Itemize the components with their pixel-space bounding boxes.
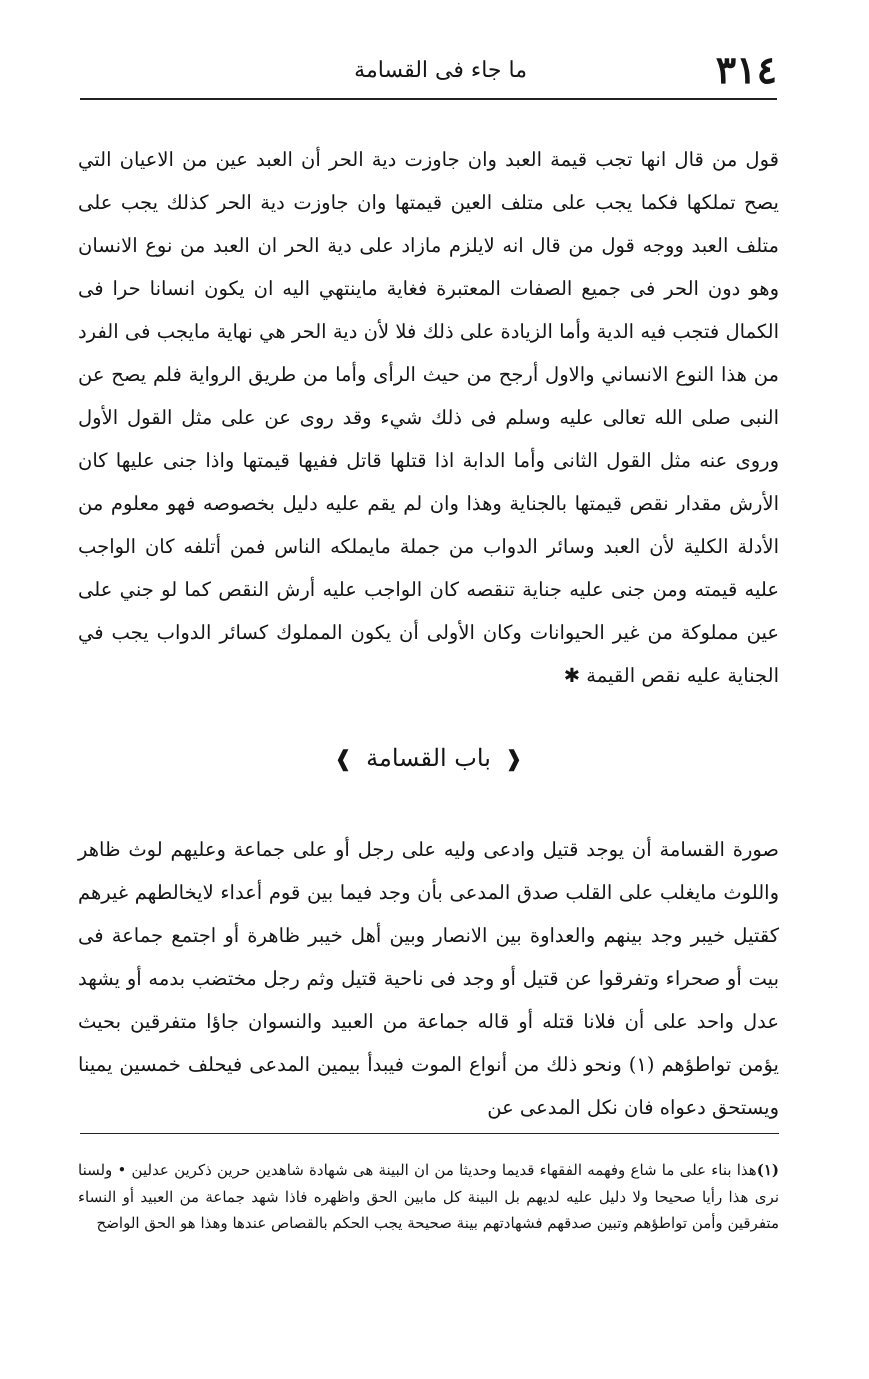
page-number: ٣١٤ [715,47,777,92]
running-title: ما جاء فى القسامة [354,58,527,83]
section-heading [78,736,779,782]
footnote-text: هذا بناء على ما شاع وفهمه الفقهاء قديما وحديثا من ان البينة هى شهادة شاهدين حرين ذكرين عدلين • ولسنا نرى هذا رأيا صحيحا ولا دليل عليه لديهم بل البينة كل مابين الحق واظهره فاذا شهد جماعة من العبيد أو النساء متفرقين وأمن تواطؤهم وتبين صدقهم فشهادتهم بينة صحيحة يجب الحكم بالقصاص عندها وهذا هو الحق الواضح [78,1161,779,1232]
running-header [80,44,777,96]
section-heading-text: باب القسامة [366,744,491,772]
ornament-right-icon: ❰ [504,747,523,772]
footnote-marker: (١) [756,1161,779,1179]
ornament-left-icon: ❱ [334,747,353,772]
footnote [78,1157,779,1237]
body-paragraph-1: قول من قال انها تجب قيمة العبد وان جاوزت دية الحر أن العبد عين من الاعيان التي يصح تملكها فكما يجب على متلف العين قيمتها وان جاوزت دية الحر كذلك يجب على متلف العبد ووجه قول من قال انه لايلزم مازاد على دية الحر ان العبد من نوع الانسان وهو دون الحر فى جميع الصفات المعتبرة فغاية ماينتهي اليه ان يكون انسانا حرا فى الكمال فتجب فيه الدية وأما الزيادة على ذلك فلا لأن دية الحر هي نهاية مايجب فى الفرد من هذا النوع الانساني والاول أرجح من حيث الرأى وأما من طريق الرواية فلم يصح عن النبى صلى الله تعالى عليه وسلم فى ذلك شيء وقد روى عن على مثل القول الأول وروى عنه مثل القول الثانى وأما الدابة اذا قتلها قاتل ففيها قيمتها واذا جنى عليها كان الأرش مقدار نقص قيمتها بالجناية وهذا وان لم يقم عليه دليل بخصوصه فهو معلوم من الأدلة الكلية لأن العبد وسائر الدواب من جملة مايملكه الناس فمن أتلفه كان الواجب عليه قيمته ومن جنى عليه جناية تنقصه كان الواجب عليه أرش النقص كما لو جني على عين مملوكة من غير الحيوانات وكان الأولى أن يكون المملوك كسائر الدواب يجب في الجناية عليه نقص القيمة ✱ [78,147,779,687]
body-paragraph-2: صورة القسامة أن يوجد قتيل وادعى وليه على رجل أو على جماعة وعليهم لوث ظاهر واللوث مايغلب على القلب صدق المدعى بأن وجد فيما بين قوم أعداء لايخالطهم غيرهم كقتيل خيبر وجد بينهم والعداوة بين الانصار وبين أهل خيبر ظاهرة أو اجتمع جماعة فى بيت أو صحراء وتفرقوا عن قتيل أو وجد فى ناحية قتيل وثم رجل مختضب بدمه أو يشهد عدل واحد على أن فلانا قتله أو قاله جماعة من العبيد والنسوان جاؤا متفرقين بحيث يؤمن تواطؤهم (١) ونحو ذلك من أنواع الموت فيبدأ بيمين المدعى فيحلف خمسين يمينا ويستحق دعواه فان نكل المدعى عن [78,837,779,1119]
header-rule [80,98,777,100]
footnote-rule [80,1133,779,1134]
